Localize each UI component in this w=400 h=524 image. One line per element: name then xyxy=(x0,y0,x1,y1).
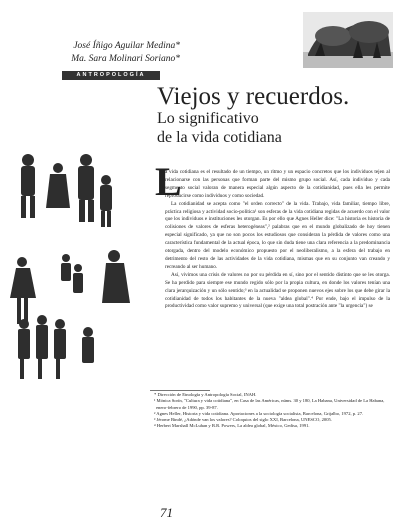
photo-trees xyxy=(303,12,393,68)
illustration-figures xyxy=(6,138,146,388)
author-2: Ma. Sara Molinari Soriano* xyxy=(71,54,180,64)
footnote-3: ³ Jérome Bindé, ¿Adónde van los valores? Coloquios del siglo XXI, Barcelona, UNESCO, 2005. xyxy=(154,417,332,423)
section-label: ANTROPOLOGÍA xyxy=(62,71,160,80)
subtitle-line-1: Lo significativo xyxy=(157,110,259,127)
footnotes xyxy=(150,392,390,430)
article-subtitle xyxy=(157,109,392,147)
paragraph-3: Así, vivimos una crisis de valores no por su pérdida en sí, sino por el sentido distinto que se les otorga. Se ha perdido para siempre ese mundo regido sólo por la propia cultura, en donde los valores tenían una clara jerarquización y un sólo sentido;³ en la actualidad se proponen nuevos ejes sobre los que debe girar la cotidianidad de todos los habitantes de la nueva "aldea global".⁴ Por ende, bajo el impulso de la productividad como valor supremo y universal (que exige una total postración ante "la urgencia") se xyxy=(165,271,390,310)
drop-cap: L xyxy=(155,159,182,204)
footnote-rule xyxy=(150,390,210,391)
paragraph-2: La cotidianidad se acepta como "el orden correcto" de la vida. Trabajo, vida familiar, tiempo libre, práctica religiosa y actividad socio-política¹ son esferas de la vida cotidiana regidas de acuerdo con el valor que los individuos e instituciones les otorgan. Es por ello que Agnes Heller dice: "La historia es historia de colisiones de valores de esferas heterogéneas",² palabras que en el mundo globalizado de hoy tienen especial significado, ya que no son pocos los estudiosos que consideran la pérdida de valores como una característica fundamental de la actual época, lo que sin duda tiene una clara referencia a la predominancia otorgada, dentro del modelo económico propuesto por el neoliberalismo, a la esfera del trabajo en detrimento del resto de las actividades de la vida cotidiana, mismas que en su conjunto van creando y recreando al ser humano. xyxy=(165,200,390,270)
subtitle-line-2: de la vida cotidiana xyxy=(157,129,282,146)
article-title: Viejos y recuerdos. xyxy=(157,83,350,110)
author-1: José Íñigo Aguilar Medina* xyxy=(73,41,180,51)
page-number: 71 xyxy=(160,505,173,520)
paragraph-1: a vida cotidiana es el resultado de un tiempo, un ritmo y un espacio concretos que los individuos tejen al relacionarse con las personas que forman parte del mismo grupo social. Así, cada individuo y cada segmento social valoran de manera especial algún aspecto de la cotidianidad, pues ella les permite reproducirse como individuos y como sociedad. xyxy=(165,169,390,199)
footnote-2: ² Agnes Heller, Historia y vida cotidiana. Aportaciones a la sociología socialista, Barcelona, Grijalbo, 1972, p. 27. xyxy=(154,410,364,416)
footnote-1: ¹ Mónica Sorín, "Cultura y vida cotidiana", en Casa de las Américas, núms. 30 y 180, La Habana, Universidad de La Habana, enero-febrero de 1990, pp. 39-87. xyxy=(154,398,385,410)
article-body xyxy=(165,169,390,311)
footnote-0: * Dirección de Etnología y Antropología Social, INAH. xyxy=(154,392,257,397)
author-block xyxy=(30,40,180,66)
footnote-4: ⁴ Herbert Marshall McLuhan y B.R. Powers, La aldea global, México, Gedisa, 1991. xyxy=(154,423,310,429)
